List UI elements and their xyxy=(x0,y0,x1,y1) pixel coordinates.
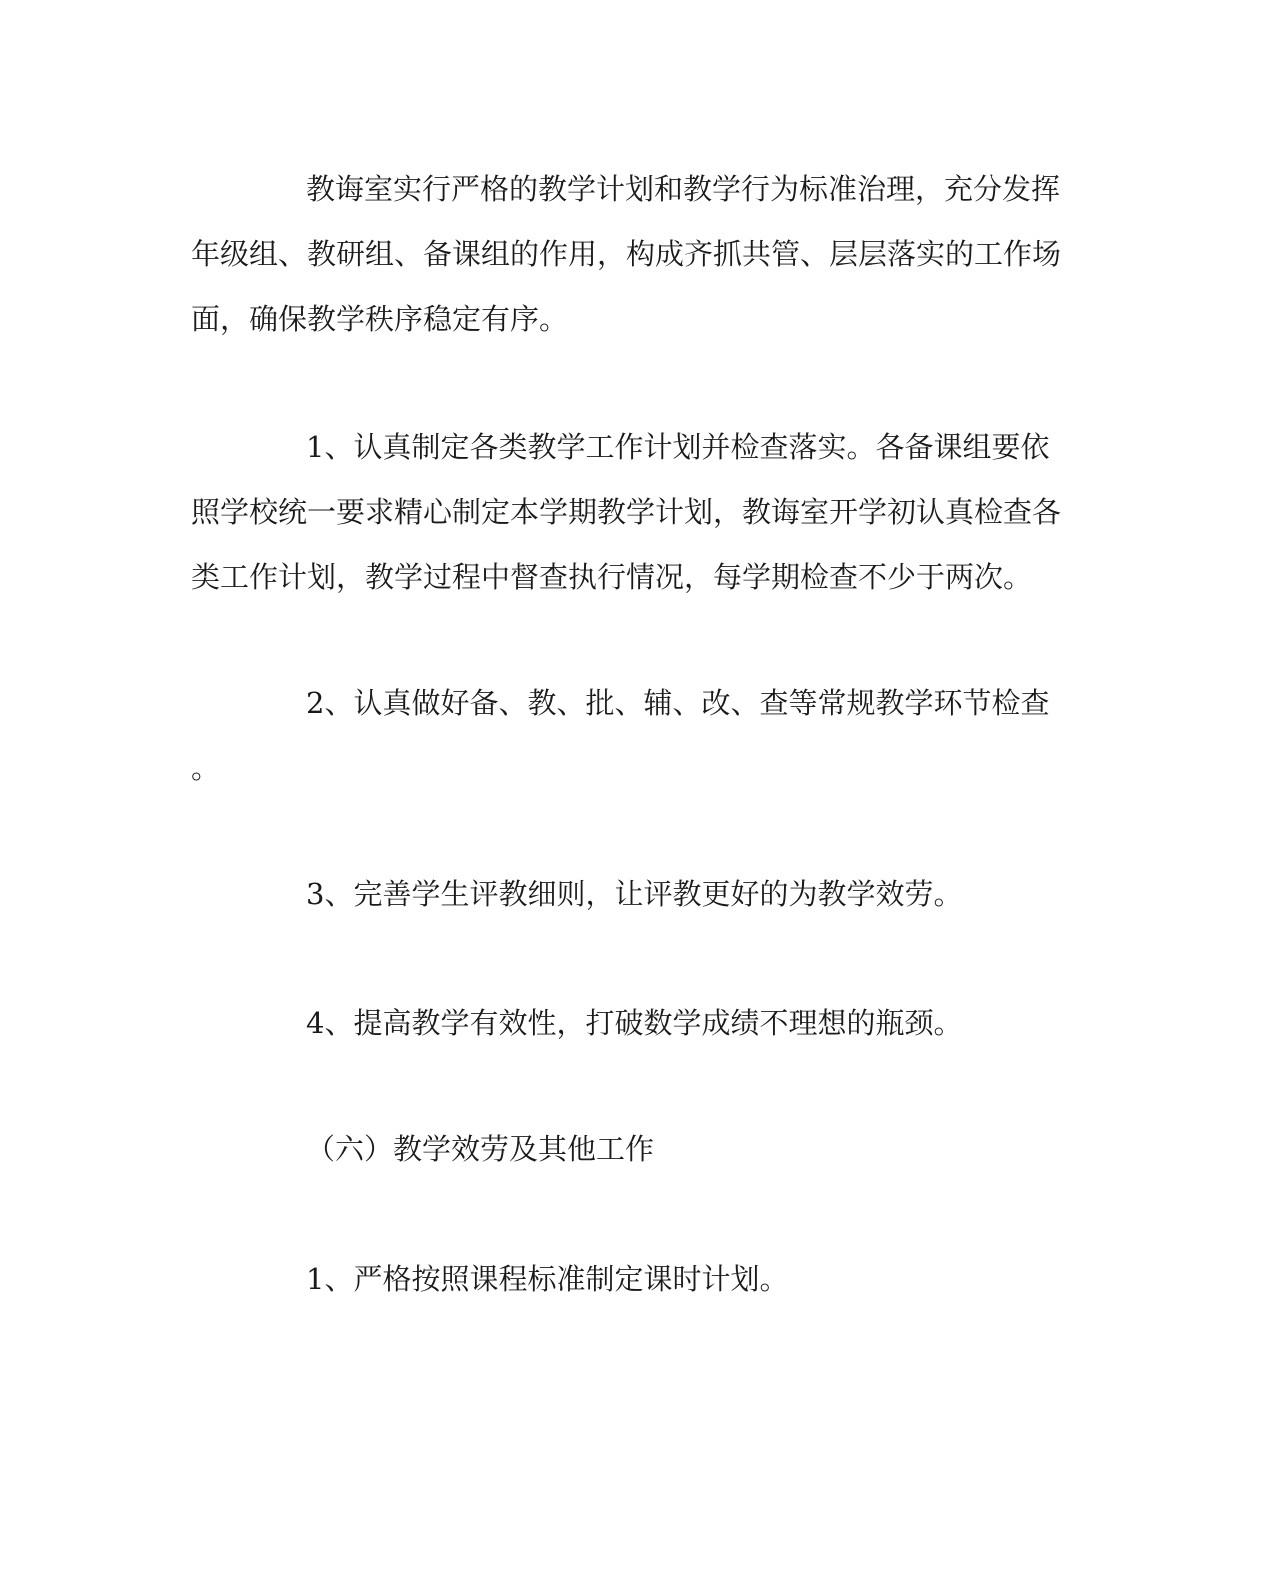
paragraph-3-line-1: 2、认真做好备、教、批、辅、改、查等常规教学环节检查 xyxy=(306,686,1050,720)
paragraph-4-line-1: 3、完善学生评教细则，让评教更好的为教学效劳。 xyxy=(306,877,963,911)
paragraph-1-line-3: 面，确保教学秩序稳定有序。 xyxy=(191,302,569,336)
paragraph-2-line-2: 照学校统一要求精心制定本学期教学计划，教诲室开学初认真检查各 xyxy=(191,495,1062,529)
paragraph-3-line-2: 。 xyxy=(191,751,221,785)
section-heading: （六）教学效劳及其他工作 xyxy=(306,1132,655,1166)
paragraph-6-line-1: 1、严格按照课程标准制定课时计划。 xyxy=(306,1262,789,1296)
paragraph-5-line-1: 4、提高教学有效性，打破数学成绩不理想的瓶颈。 xyxy=(306,1006,963,1040)
paragraph-2-line-1: 1、认真制定各类教学工作计划并检查落实。各备课组要依 xyxy=(306,430,1050,464)
paragraph-1-line-1: 教诲室实行严格的教学计划和教学行为标准治理，充分发挥 xyxy=(306,172,1061,206)
paragraph-2-line-3: 类工作计划，教学过程中督查执行情况，每学期检查不少于两次。 xyxy=(191,560,1033,594)
paragraph-1-line-2: 年级组、教研组、备课组的作用，构成齐抓共管、层层落实的工作场 xyxy=(191,237,1062,271)
